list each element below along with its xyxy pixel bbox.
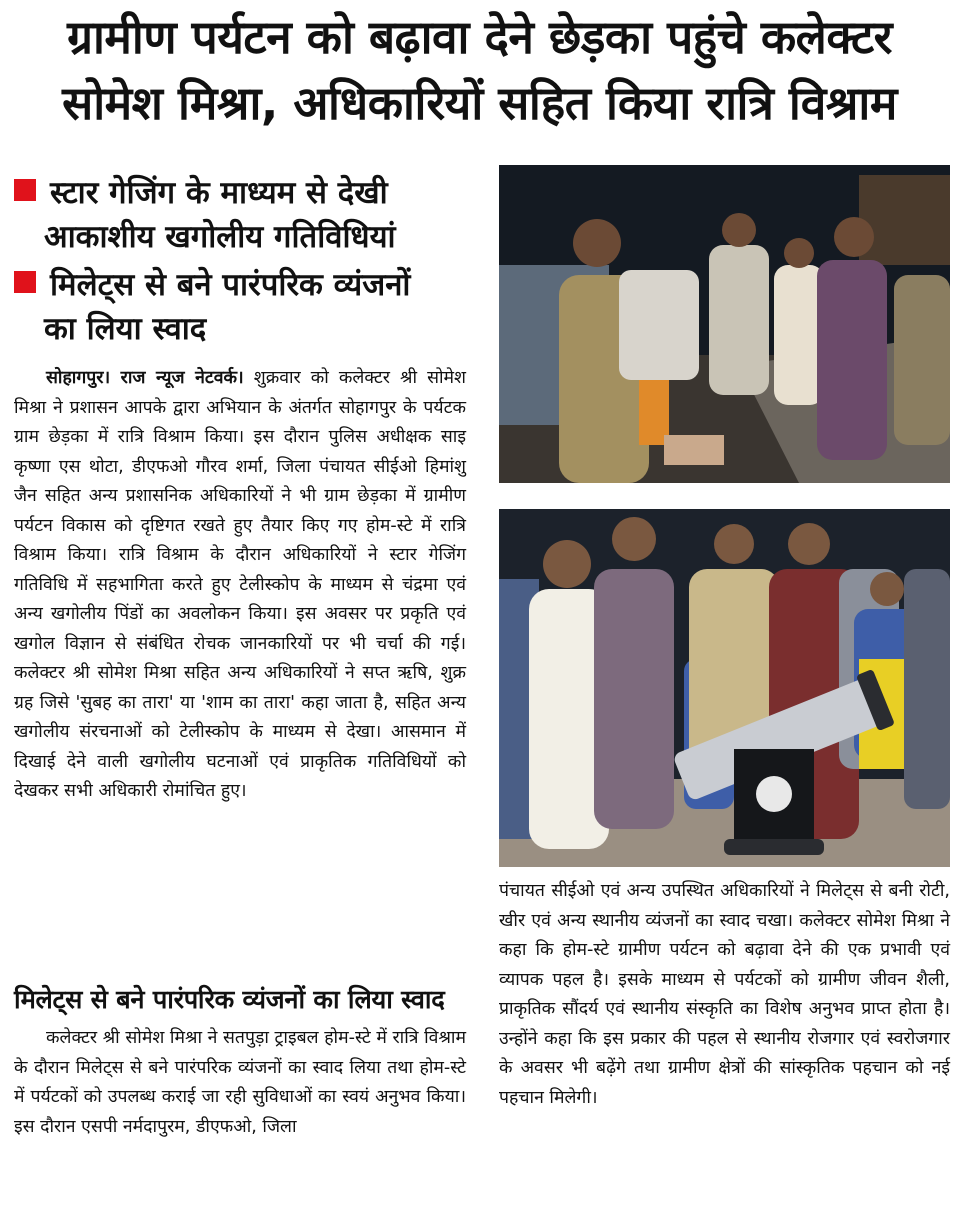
- subheading: मिलेट्स से बने पारंपरिक व्यंजनों का लिया स्वाद: [14, 985, 445, 1015]
- paragraph-1-text: शुक्रवार को कलेक्टर श्री सोमेश मिश्रा ने प्रशासन आपके द्वारा अभियान के अंतर्गत सोहागपुर के पर्यटक ग्राम छेड़का में रात्रि विश्राम किया। इस दौरान पुलिस अधीक्षक साइ कृष्णा एस थोटा, डीएफओ गौरव शर्मा, जिला पंचायत सीईओ हिमांशु जैन सहित अन्य प्रशासनिक अधिकारियों ने भी ग्राम छेड़का में ग्रामीण पर्यटन विकास को दृष्टिगत रखते हुए तैयार किए गए होम-स्टे में रात्रि विश्राम किया। रात्रि विश्राम के दौरान अधिकारियों ने स्टार गेजिंग गतिविधि में सहभागिता करते हुए टेलीस्कोप के माध्यम से चंद्रमा एवं अन्य खगोलीय पिंडों का अवलोकन किया। इस अवसर पर प्रकृति एवं खगोल विज्ञान से संबंधित रोचक जानकारियों पर भी चर्चा की गई। कलेक्टर श्री सोमेश मिश्रा सहित अन्य अधिकारियों ने सप्त ऋषि, शुक्र ग्रह जिसे 'सुबह का तारा' या 'शाम का तारा' कहा जाता है, सहित अन्य खगोलीय संरचनाओं को टेलीस्कोप के माध्यम से देखा। आसमान में दिखाई देने वाली खगोलीय घटनाओं एवं प्राकृतिक गतिविधियों को देखकर सभी अधिकारी रोमांचित हुए।: [14, 368, 467, 801]
- photo-officials-night: [499, 165, 950, 483]
- article-paragraph-1: [14, 364, 466, 807]
- highlight-2-line-1: मिलेट्स से बने पारंपरिक व्यंजनों: [50, 267, 411, 303]
- headline-line-1: ग्रामीण पर्यटन को बढ़ावा देने छेड़का पहुंचे कलेक्टर: [67, 10, 892, 64]
- highlight-1-line-1: स्टार गेजिंग के माध्यम से देखी: [50, 175, 388, 211]
- highlight-1: [14, 171, 484, 259]
- headline-line-2: सोमेश मिश्रा, अधिकारियों सहित किया रात्रि विश्राम: [62, 76, 897, 130]
- photo-telescope-group: [499, 509, 950, 867]
- headline: [0, 4, 959, 136]
- dateline: सोहागपुर। राज न्यूज नेटवर्क।: [46, 368, 244, 388]
- article-paragraph-2: कलेक्टर श्री सोमेश मिश्रा ने सतपुड़ा ट्राइबल होम-स्टे में रात्रि विश्राम के दौरान मिलेट्स से बने पारंपरिक व्यंजनों का स्वाद लिया तथा होम-स्टे में पर्यटकों को उपलब्ध कराई जा रही सुविधाओं का स्वयं अनुभव किया। इस दौरान एसपी नर्मदापुरम, डीएफओ, जिला: [14, 1028, 466, 1137]
- highlight-2-line-2: का लिया स्वाद: [44, 311, 207, 347]
- article-paragraph-3: पंचायत सीईओ एवं अन्य उपस्थित अधिकारियों ने मिलेट्स से बनी रोटी, खीर एवं अन्य स्थानीय व्यंजनों का स्वाद चखा। कलेक्टर सोमेश मिश्रा ने कहा कि होम-स्टे ग्रामीण पर्यटन को बढ़ावा देने की एक प्रभावी एवं व्यापक पहल है। इसके माध्यम से पर्यटकों को ग्रामीण जीवन शैली, प्राकृतिक सौंदर्य एवं स्थानीय संस्कृति का विशेष अनुभव प्राप्त होता है। उन्होंने कहा कि इस प्रकार की पहल से स्थानीय रोजगार एवं स्वरोजगार के अवसर भी बढ़ेंगे तथा ग्रामीण क्षेत्रों की सांस्कृतिक पहचान को नई पहचान मिलेगी।: [499, 881, 950, 1108]
- highlight-2: [14, 263, 484, 351]
- red-square-bullet-icon: [14, 271, 36, 293]
- highlight-1-line-2: आकाशीय खगोलीय गतिविधियां: [44, 219, 396, 255]
- red-square-bullet-icon: [14, 179, 36, 201]
